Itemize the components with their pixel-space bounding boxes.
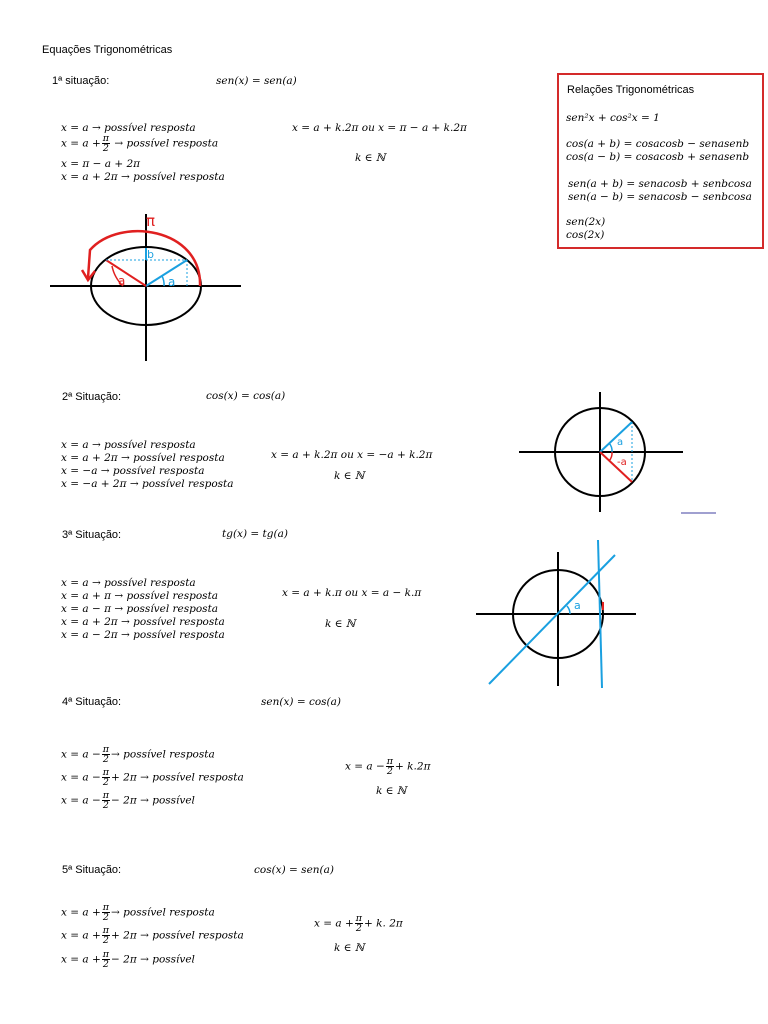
- s3-case: x = a + π → possível resposta: [61, 590, 219, 602]
- relation-line: sen(2x): [566, 216, 606, 228]
- s1-equation: sen(x) = sen(a): [216, 75, 297, 87]
- pi-label: π: [146, 212, 156, 230]
- fraction: $\frac{\pi}{2}$: [102, 744, 110, 765]
- s2-equation: cos(x) = cos(a): [206, 390, 286, 402]
- neg-a-label: -a: [617, 457, 627, 468]
- a-label: a: [574, 599, 581, 612]
- s4-row: x = a − $\frac{\pi}{2}$ + 2π → possível resposta: [61, 767, 244, 788]
- s3-equation: tg(x) = tg(a): [222, 528, 288, 540]
- s3-case: x = a − 2π → possível resposta: [61, 629, 225, 641]
- s1-case: x = a + $\frac{\pi}{2}$ → possível resposta: [61, 133, 219, 154]
- relation-line: sen²x + cos²x = 1: [566, 112, 660, 124]
- s3-general: x = a + k.π ou x = a − k.π: [282, 587, 422, 599]
- relation-line: cos(a + b) = cosacosb − senasenb: [566, 138, 750, 150]
- s3-case: x = a + 2π → possível resposta: [61, 616, 225, 628]
- s1-unit-circle-diagram: [48, 208, 248, 368]
- s3-heading: 3ª Situação:: [62, 529, 122, 541]
- s5-k: k ∈ ℕ: [334, 942, 365, 954]
- s1-case: x = π − a + 2π: [61, 158, 141, 170]
- s2-case: x = a → possível resposta: [61, 439, 196, 451]
- b-label: b: [147, 248, 154, 261]
- fraction: $\frac{\pi}{2}$: [102, 902, 110, 923]
- s2-general: x = a + k.2π ou x = −a + k.2π: [271, 449, 433, 461]
- s4-k: k ∈ ℕ: [376, 785, 407, 797]
- a-label: a: [168, 275, 176, 289]
- s2-unit-circle-diagram: [516, 388, 721, 518]
- relation-line: cos(2x): [566, 229, 605, 241]
- relations-box: [557, 73, 764, 249]
- page-title: Equações Trigonométricas: [42, 44, 173, 56]
- s2-case: x = −a + 2π → possível resposta: [61, 478, 234, 490]
- s5-row: x = a + $\frac{\pi}{2}$ − 2π → possível: [61, 949, 195, 970]
- fraction: $\frac{\pi}{2}$: [355, 913, 363, 934]
- s2-heading: 2ª Situação:: [62, 391, 122, 403]
- s5-row: x = a + $\frac{\pi}{2}$ + 2π → possível resposta: [61, 925, 244, 946]
- s3-tangent-diagram: [474, 538, 644, 690]
- s3-case: x = a − π → possível resposta: [61, 603, 219, 615]
- s2-case: x = −a → possível resposta: [61, 465, 205, 477]
- s5-general: x = a + $\frac{\pi}{2}$ + k. 2π: [314, 913, 403, 934]
- fraction: $\frac{\pi}{2}$: [102, 133, 110, 154]
- a-label: a: [617, 437, 624, 448]
- s4-equation: sen(x) = cos(a): [261, 696, 341, 708]
- s1-heading: 1ª situação:: [52, 75, 110, 87]
- relation-line: sen(a + b) = senacosb + senbcosa: [568, 178, 752, 190]
- fraction: $\frac{\pi}{2}$: [102, 949, 110, 970]
- fraction: $\frac{\pi}{2}$: [102, 925, 110, 946]
- s1-case: x = a + 2π → possível resposta: [61, 171, 225, 183]
- s1-case: x = a → possível resposta: [61, 122, 196, 134]
- relations-title: Relações Trigonométricas: [567, 84, 695, 96]
- a-label: a: [118, 274, 126, 288]
- s2-case: x = a + 2π → possível resposta: [61, 452, 225, 464]
- fraction: $\frac{\pi}{2}$: [102, 790, 110, 811]
- s4-general: x = a − $\frac{\pi}{2}$ + k.2π: [345, 756, 431, 777]
- s5-heading: 5ª Situação:: [62, 864, 122, 876]
- fraction: $\frac{\pi}{2}$: [386, 756, 394, 777]
- s2-k: k ∈ ℕ: [334, 470, 365, 482]
- s5-row: x = a + $\frac{\pi}{2}$ → possível resposta: [61, 902, 215, 923]
- fraction: $\frac{\pi}{2}$: [102, 767, 110, 788]
- relation-line: cos(a − b) = cosacosb + senasenb: [566, 151, 750, 163]
- s4-heading: 4ª Situação:: [62, 696, 122, 708]
- s3-k: k ∈ ℕ: [325, 618, 356, 630]
- s1-k: k ∈ ℕ: [355, 152, 386, 164]
- s4-row: x = a − $\frac{\pi}{2}$ − 2π → possível: [61, 790, 195, 811]
- s1-general: x = a + k.2π ou x = π − a + k.2π: [292, 122, 467, 134]
- s5-equation: cos(x) = sen(a): [254, 864, 334, 876]
- relation-line: sen(a − b) = senacosb − senbcosa: [568, 191, 752, 203]
- s4-row: x = a − $\frac{\pi}{2}$ → possível resposta: [61, 744, 215, 765]
- s3-case: x = a → possível resposta: [61, 577, 196, 589]
